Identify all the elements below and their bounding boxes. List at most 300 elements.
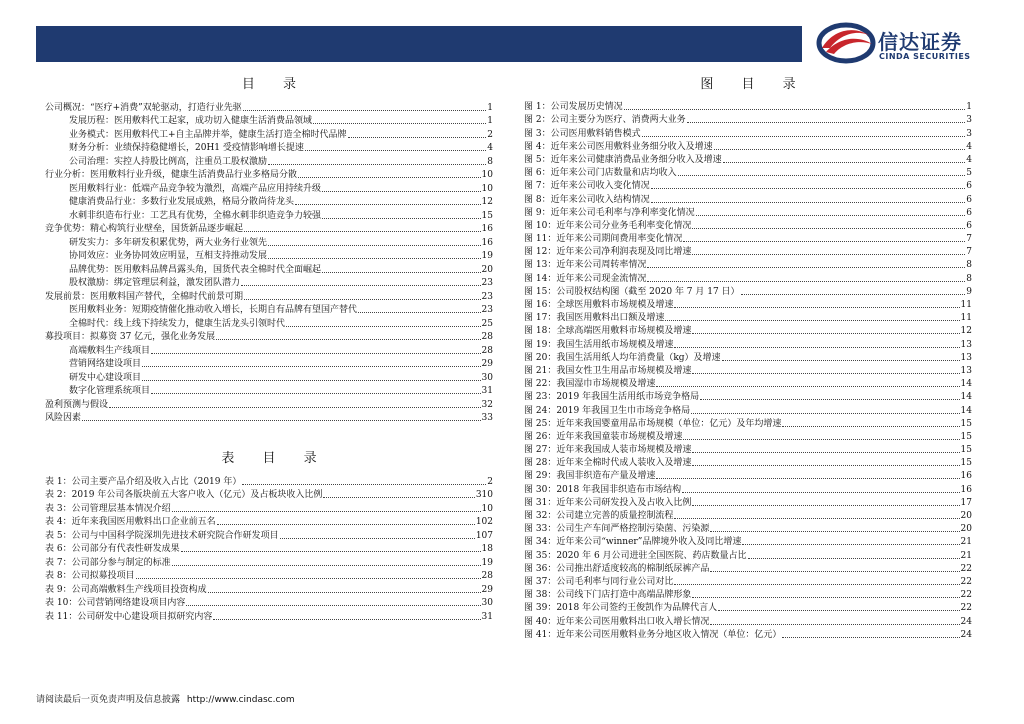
dot-leader <box>213 619 480 620</box>
toc-section <box>45 78 493 424</box>
toc-entry-page: 15 <box>481 210 493 221</box>
figure-entry-page: 15 <box>960 431 972 442</box>
toc-entry-page: 10 <box>481 170 493 180</box>
figure-entry-label: 图 2：公司主要分为医疗、消费两大业务 <box>524 115 686 126</box>
toc-entry[interactable] <box>45 411 493 425</box>
figure-entry-label: 图 18：全球高端医用敷料市场规模及增速 <box>524 326 692 337</box>
toc-entry[interactable] <box>45 262 493 276</box>
dot-leader <box>642 136 966 137</box>
figure-entry-page: 3 <box>966 115 972 126</box>
dot-leader <box>244 231 481 232</box>
figure-index-section <box>524 78 972 641</box>
figure-entry[interactable] <box>524 377 972 390</box>
figure-entry-label: 图 25：近年来我国婴童用品市场规模（单位：亿元）及年均增速 <box>524 418 782 429</box>
dot-leader <box>142 366 481 367</box>
figure-entry[interactable] <box>524 601 972 614</box>
figure-entry-page: 24 <box>960 629 972 640</box>
figure-index-title: 图 目 录 <box>700 77 808 92</box>
dot-leader <box>151 353 481 354</box>
table-entry-page: 29 <box>481 584 493 595</box>
dot-leader <box>782 637 959 638</box>
toc-entry[interactable] <box>45 168 493 182</box>
dot-leader <box>678 175 966 176</box>
table-entry-label: 表 8：公司拟募投项目 <box>45 571 135 581</box>
dot-leader <box>181 551 481 552</box>
dot-leader <box>656 478 959 479</box>
table-entry[interactable] <box>45 528 493 542</box>
toc-title: 目 录 <box>241 77 309 92</box>
toc-entry-label: 业务模式：医用敷料代工+自主品牌并举，健康生活打造全棉时代品牌 <box>69 129 347 140</box>
dot-leader <box>741 294 966 295</box>
toc-entry[interactable] <box>45 276 493 290</box>
toc-entry-label: 数字化管理系统项目 <box>69 386 151 396</box>
toc-entry-page: 4 <box>487 143 493 153</box>
toc-entry-page: 16 <box>481 237 493 248</box>
dot-leader <box>696 215 966 216</box>
figure-entry-page: 11 <box>960 313 972 324</box>
toc-entry[interactable] <box>45 181 493 195</box>
dot-leader <box>151 393 481 394</box>
toc-entry-page: 2 <box>487 129 493 140</box>
figure-entry[interactable] <box>524 140 972 153</box>
figure-entry[interactable] <box>524 100 972 113</box>
toc-entry-label: 风险因素 <box>45 413 82 423</box>
figure-entry-label: 图 35：2020 年 6 月公司进驻全国医院、药店数量占比 <box>524 550 747 561</box>
cinda-logo-icon <box>816 22 876 64</box>
toc-entry[interactable] <box>45 114 493 128</box>
dot-leader <box>109 407 481 408</box>
figure-entry-page: 17 <box>960 497 972 508</box>
figure-entry-page: 22 <box>960 563 972 574</box>
toc-entry[interactable] <box>45 127 493 141</box>
toc-entry[interactable] <box>45 289 493 303</box>
dot-leader <box>358 312 481 313</box>
figure-entry-page: 14 <box>960 392 972 403</box>
figure-entry-page: 7 <box>966 247 972 258</box>
table-entry-label: 表 1：公司主要产品介绍及收入占比（2019 年） <box>45 476 242 487</box>
header-band <box>36 26 802 62</box>
table-entry[interactable] <box>45 542 493 556</box>
figure-entry[interactable] <box>524 271 972 284</box>
dot-leader <box>172 511 481 512</box>
dot-leader <box>656 386 959 387</box>
toc-entry-label: 医用敷料行业：低端产品竞争较为激烈，高端产品应用持续升级 <box>69 183 322 194</box>
dot-leader <box>692 333 959 334</box>
toc-entry[interactable] <box>45 384 493 398</box>
toc-entry-label: 研发中心建设项目 <box>69 372 142 383</box>
figure-entry-label: 图 15：公司股权结构图（截至 2020 年 7 月 17 日） <box>524 286 740 297</box>
dot-leader <box>172 565 481 566</box>
dot-leader <box>268 245 481 246</box>
figure-entry-label: 图 9：近年来公司毛利率与净利率变化情况 <box>524 207 695 218</box>
figure-entry-page: 12 <box>960 326 972 337</box>
dot-leader <box>674 584 959 585</box>
figure-entry-label: 图 20：我国生活用纸人均年消费量（kg）及增速 <box>524 352 721 363</box>
figure-entry[interactable] <box>524 351 972 364</box>
figure-index-list <box>524 100 972 641</box>
figure-entry[interactable] <box>524 311 972 324</box>
figure-entry-page: 6 <box>966 181 972 192</box>
table-entry[interactable] <box>45 609 493 623</box>
table-entry[interactable] <box>45 596 493 610</box>
figure-entry[interactable] <box>524 390 972 403</box>
toc-entry[interactable] <box>45 195 493 209</box>
dot-leader <box>742 544 959 545</box>
figure-entry-label: 图 40：近年来公司医用敷料出口收入增长情况 <box>524 616 710 627</box>
dot-leader <box>683 439 959 440</box>
table-entry-label: 表 4：近年来我国医用敷料出口企业前五名 <box>45 517 216 527</box>
figure-entry[interactable] <box>524 258 972 271</box>
table-entry-label: 表 2：2019 年公司各版块前五大客户收入（亿元）及占板块收入比例 <box>45 490 323 500</box>
figure-entry-label: 图 41：近年来公司医用敷料业务分地区收入情况（单位：亿元） <box>524 629 782 640</box>
dot-leader <box>692 465 959 466</box>
table-entry-page: 18 <box>481 544 493 554</box>
figure-entry-label: 图 32：公司建立完善的质量控制流程 <box>524 511 674 521</box>
figure-entry[interactable] <box>524 482 972 495</box>
toc-entry[interactable] <box>45 316 493 330</box>
figure-entry-page: 22 <box>960 576 972 587</box>
figure-entry-label: 图 33：公司生产车间严格控制污染菌、污染源 <box>524 524 710 535</box>
figure-entry-page: 20 <box>960 511 972 521</box>
table-entry-page: 107 <box>475 530 493 541</box>
dot-leader <box>714 149 966 150</box>
toc-entry-label: 研发实力：多年研发积累优势，两大业务行业领先 <box>69 237 268 248</box>
dot-leader <box>682 492 959 493</box>
figure-entry[interactable] <box>524 285 972 298</box>
figure-entry[interactable] <box>524 324 972 337</box>
figure-entry[interactable] <box>524 126 972 139</box>
dot-leader <box>286 326 481 327</box>
dot-leader <box>322 191 481 192</box>
figure-entry-page: 16 <box>960 484 972 495</box>
figure-entry[interactable] <box>524 588 972 601</box>
figure-entry[interactable] <box>524 153 972 166</box>
dot-leader <box>348 137 487 138</box>
table-entry[interactable] <box>45 582 493 596</box>
figure-entry-page: 1 <box>966 102 972 113</box>
dot-leader <box>647 281 965 282</box>
table-entry-label: 表 10：公司营销网络建设项目内容 <box>45 598 186 608</box>
dot-leader <box>313 123 486 124</box>
figure-entry-label: 图 13：近年来公司周转率情况 <box>524 260 647 271</box>
figure-entry[interactable] <box>524 469 972 482</box>
toc-entry-page: 1 <box>487 116 493 126</box>
figure-entry-page: 20 <box>960 524 972 535</box>
dot-leader <box>295 204 481 205</box>
figure-entry[interactable] <box>524 548 972 561</box>
figure-entry-label: 图 30：2018 年我国非织造布市场结构 <box>524 484 682 495</box>
dot-leader <box>687 122 966 123</box>
toc-entry-label: 竞争优势：精心构筑行业壁垒，国货新品逐步崛起 <box>45 224 244 234</box>
toc-entry[interactable] <box>45 141 493 155</box>
figure-entry-label: 图 23：2019 年我国生活用纸市场竞争格局 <box>524 392 700 403</box>
toc-entry-page: 10 <box>481 183 493 194</box>
table-entry-page: 102 <box>475 517 493 527</box>
figure-entry[interactable] <box>524 417 972 430</box>
dot-leader <box>665 320 959 321</box>
figure-entry-label: 图 14：近年来公司现金流情况 <box>524 273 647 284</box>
dot-leader <box>718 610 959 611</box>
toc-entry-label: 协同效应：业务协同效应明显，互相支持推动发展 <box>69 251 268 261</box>
figure-entry-label: 图 24：2019 年我国卫生巾市场竞争格局 <box>524 405 691 416</box>
toc-entry-label: 健康消费品行业：多数行业发展成熟，格局分散尚待龙头 <box>69 197 295 207</box>
figure-entry-label: 图 29：我国非织造布产量及增速 <box>524 471 656 482</box>
toc-entry-label: 水刺非织造布行业：工艺具有优势，全棉水刺非织造竞争力较强 <box>69 210 322 221</box>
dot-leader <box>651 202 966 203</box>
brand-logo <box>816 22 996 66</box>
figure-entry[interactable] <box>524 628 972 641</box>
figure-entry-page: 4 <box>966 154 972 165</box>
figure-entry-label: 图 6：近年来公司门店数量和店均收入 <box>524 168 677 179</box>
dot-leader <box>244 299 481 300</box>
figure-entry-page: 6 <box>966 194 972 205</box>
dot-leader <box>692 597 959 598</box>
figure-entry[interactable] <box>524 192 972 205</box>
toc-entry-label: 品牌优势：医用敷料品牌昌露头角，国货代表全棉时代全面崛起 <box>69 264 322 275</box>
dot-leader <box>691 413 959 414</box>
figure-entry-page: 15 <box>960 418 972 429</box>
toc-entry-page: 23 <box>481 305 493 315</box>
toc-entry[interactable] <box>45 235 493 249</box>
toc-entry-page: 16 <box>481 224 493 234</box>
figure-entry[interactable] <box>524 430 972 443</box>
figure-entry-page: 21 <box>960 550 972 561</box>
figure-entry-label: 图 22：我国湿巾市场规模及增速 <box>524 379 656 390</box>
toc-entry-label: 公司治理：实控人持股比例高，注重员工股权激励 <box>69 156 268 167</box>
footer <box>36 692 295 705</box>
dot-leader <box>710 624 959 625</box>
figure-entry-page: 16 <box>960 471 972 482</box>
figure-entry-label: 图 8：近年来公司收入结构情况 <box>524 194 650 205</box>
dot-leader <box>710 531 959 532</box>
figure-entry[interactable] <box>524 166 972 179</box>
dot-leader <box>651 188 966 189</box>
figure-entry-page: 13 <box>960 352 972 363</box>
toc-entry[interactable] <box>45 249 493 263</box>
toc-entry-page: 19 <box>481 251 493 261</box>
toc-entry-page: 12 <box>481 197 493 207</box>
dot-leader <box>692 452 959 453</box>
figure-entry[interactable] <box>524 562 972 575</box>
figure-entry-label: 图 21：我国女性卫生用品市场规模及增速 <box>524 365 692 376</box>
toc-entry[interactable] <box>45 222 493 236</box>
brand-name-cn: 信达证券 <box>878 30 962 54</box>
toc-entry[interactable] <box>45 100 493 114</box>
figure-entry[interactable] <box>524 232 972 245</box>
table-entry[interactable] <box>45 515 493 529</box>
toc-entry-page: 1 <box>487 102 493 113</box>
table-index-list <box>45 474 493 623</box>
dot-leader <box>692 254 965 255</box>
dot-leader <box>217 524 475 525</box>
figure-entry[interactable] <box>524 337 972 350</box>
figure-entry-page: 6 <box>966 220 972 231</box>
toc-entry[interactable] <box>45 330 493 344</box>
figure-entry[interactable] <box>524 245 972 258</box>
table-entry-label: 表 6：公司部分有代表性研发成果 <box>45 544 180 554</box>
figure-entry-page: 7 <box>966 234 972 245</box>
figure-entry-label: 图 27：近年来我国成人装市场规模及增速 <box>524 445 692 456</box>
dot-leader <box>280 538 475 539</box>
figure-entry[interactable] <box>524 496 972 509</box>
figure-entry[interactable] <box>524 403 972 416</box>
toc-entry[interactable] <box>45 208 493 222</box>
toc-entry-page: 23 <box>481 278 493 288</box>
dot-leader <box>142 380 481 381</box>
brand-name-en: CINDA SECURITIES <box>879 52 971 61</box>
toc-entry-page: 23 <box>481 291 493 302</box>
dot-leader <box>216 339 480 340</box>
figure-entry-label: 图 38：公司线下门店打造中高端品牌形象 <box>524 590 692 601</box>
figure-entry-page: 21 <box>960 537 972 548</box>
toc-entry-page: 28 <box>481 332 493 342</box>
dot-leader <box>322 272 481 273</box>
toc-entry-page: 29 <box>481 359 493 369</box>
table-entry[interactable] <box>45 501 493 515</box>
toc-entry-label: 医用敷料业务：短期疫情催化推动收入增长，长期自有品牌有望国产替代 <box>69 305 358 315</box>
figure-entry[interactable] <box>524 535 972 548</box>
toc-entry-label: 高端敷料生产线项目 <box>69 345 151 356</box>
table-index-title: 表 目 录 <box>221 451 329 466</box>
figure-entry[interactable] <box>524 614 972 627</box>
toc-entry-label: 全棉时代：线上线下持续发力，健康生活龙头引领时代 <box>69 318 286 329</box>
toc-entry-page: 20 <box>481 264 493 275</box>
figure-entry-page: 24 <box>960 616 972 627</box>
figure-entry-page: 22 <box>960 590 972 601</box>
table-entry-label: 表 3：公司管理层基本情况介绍 <box>45 503 171 514</box>
figure-entry-label: 图 34：近年来公司“winner”品牌境外收入及同比增速 <box>524 537 742 548</box>
dot-leader <box>722 360 960 361</box>
dot-leader <box>624 109 966 110</box>
dot-leader <box>692 228 965 229</box>
figure-entry[interactable] <box>524 364 972 377</box>
dot-leader <box>692 373 959 374</box>
footer-disclaimer: 请阅读最后一页免责声明及信息披露 <box>36 695 181 705</box>
figure-entry-page: 4 <box>966 141 972 152</box>
figure-entry-page: 15 <box>960 458 972 469</box>
figure-entry-label: 图 4：近年来公司医用敷料业务细分收入及增速 <box>524 141 713 152</box>
toc-entry-label: 财务分析：业绩保持稳健增长，20H1 受疫情影响增长提速 <box>69 143 304 153</box>
table-entry[interactable] <box>45 488 493 502</box>
dot-leader <box>674 307 959 308</box>
figure-entry-label: 图 7：近年来公司收入变化情况 <box>524 181 650 192</box>
toc-entry-page: 8 <box>487 156 493 167</box>
figure-entry[interactable] <box>524 219 972 232</box>
figure-entry-label: 图 10：近年来公司分业务毛利率变化情况 <box>524 220 692 231</box>
toc-entry[interactable] <box>45 357 493 371</box>
table-entry-label: 表 7：公司部分参与制定的标准 <box>45 557 171 568</box>
toc-entry[interactable] <box>45 370 493 384</box>
table-entry-label: 表 11：公司研发中心建设项目拟研究内容 <box>45 611 213 622</box>
figure-entry-page: 6 <box>966 207 972 218</box>
dot-leader <box>242 484 486 485</box>
dot-leader <box>186 605 480 606</box>
dot-leader <box>674 518 959 519</box>
dot-leader <box>782 426 959 427</box>
figure-entry[interactable] <box>524 206 972 219</box>
figure-entry-label: 图 1：公司发展历史情况 <box>524 102 623 113</box>
toc-entry-label: 公司概况：“医疗+消费”双轮驱动，打造行业先驱 <box>45 102 242 113</box>
toc-entry-label: 行业分析：医用敷料行业升级，健康生活消费品行业多格局分散 <box>45 170 298 180</box>
dot-leader <box>268 258 481 259</box>
dot-leader <box>710 571 959 572</box>
figure-entry-label: 图 17：我国医用敷料出口额及增速 <box>524 313 665 324</box>
table-entry-page: 10 <box>481 503 493 514</box>
figure-entry[interactable] <box>524 575 972 588</box>
dot-leader <box>305 150 486 151</box>
figure-entry-page: 13 <box>960 339 972 350</box>
dot-leader <box>208 592 481 593</box>
table-entry-label: 表 9：公司高端敷料生产线项目投资构成 <box>45 584 207 595</box>
dot-leader <box>692 505 959 506</box>
toc-entry-label: 盈利预测与假设 <box>45 399 109 410</box>
table-entry[interactable] <box>45 555 493 569</box>
figure-entry-label: 图 39：2018 年公司签约王俊凯作为品牌代言人 <box>524 603 718 614</box>
dot-leader <box>323 497 474 498</box>
dot-leader <box>723 162 966 163</box>
figure-entry-label: 图 26：近年来我国童装市场规模及增速 <box>524 431 683 442</box>
dot-leader <box>748 558 960 559</box>
figure-entry[interactable] <box>524 522 972 535</box>
footer-url[interactable]: http://www.cindasc.com <box>186 695 295 705</box>
toc-entry-page: 30 <box>481 372 493 383</box>
figure-entry[interactable] <box>524 456 972 469</box>
dot-leader <box>700 399 959 400</box>
toc-entry-label: 募投项目：拟募资 37 亿元，强化业务发展 <box>45 332 216 342</box>
figure-entry-label: 图 11：近年来公司期间费用率变化情况 <box>524 234 683 245</box>
toc-entry-label: 营销网络建设项目 <box>69 359 142 369</box>
toc-entry[interactable] <box>45 154 493 168</box>
dot-leader <box>136 578 481 579</box>
dot-leader <box>647 267 965 268</box>
figure-entry-page: 15 <box>960 445 972 456</box>
figure-entry-page: 22 <box>960 603 972 614</box>
figure-entry[interactable] <box>524 113 972 126</box>
figure-entry-page: 3 <box>966 128 972 139</box>
table-entry-page: 19 <box>481 557 493 568</box>
toc-entry-page: 31 <box>481 386 493 396</box>
toc-entry[interactable] <box>45 343 493 357</box>
toc-entry[interactable] <box>45 303 493 317</box>
figure-entry-label: 图 12：近年来公司净利润表现及同比增速 <box>524 247 692 258</box>
toc-entry-label: 股权激励：绑定管理层利益，激发团队潜力 <box>69 278 241 288</box>
figure-entry-page: 11 <box>960 300 972 310</box>
figure-entry[interactable] <box>524 443 972 456</box>
table-entry-page: 31 <box>481 611 493 622</box>
dot-leader <box>243 110 487 111</box>
table-entry[interactable] <box>45 474 493 488</box>
figure-entry[interactable] <box>524 298 972 311</box>
table-entry-page: 310 <box>475 490 493 500</box>
toc-entry-page: 25 <box>481 318 493 329</box>
toc-entry-label: 发展历程：医用敷料代工起家，成功切入健康生活消费品领域 <box>69 116 313 126</box>
toc-list <box>45 100 493 424</box>
figure-entry-label: 图 28：近年来全棉时代成人装收入及增速 <box>524 458 692 469</box>
table-index-section <box>45 452 493 623</box>
figure-entry-label: 图 5：近年来公司健康消费品业务细分收入及增速 <box>524 154 722 165</box>
table-entry-page: 2 <box>487 476 493 487</box>
figure-entry[interactable] <box>524 179 972 192</box>
figure-entry-page: 5 <box>966 168 972 179</box>
table-entry[interactable] <box>45 569 493 583</box>
figure-entry-label: 图 16：全球医用敷料市场规模及增速 <box>524 300 674 310</box>
figure-entry-label: 图 19：我国生活用纸市场规模及增速 <box>524 339 674 350</box>
figure-entry-page: 8 <box>966 260 972 271</box>
figure-entry-page: 9 <box>966 286 972 297</box>
toc-entry[interactable] <box>45 397 493 411</box>
figure-entry[interactable] <box>524 509 972 522</box>
figure-entry-page: 13 <box>960 365 972 376</box>
